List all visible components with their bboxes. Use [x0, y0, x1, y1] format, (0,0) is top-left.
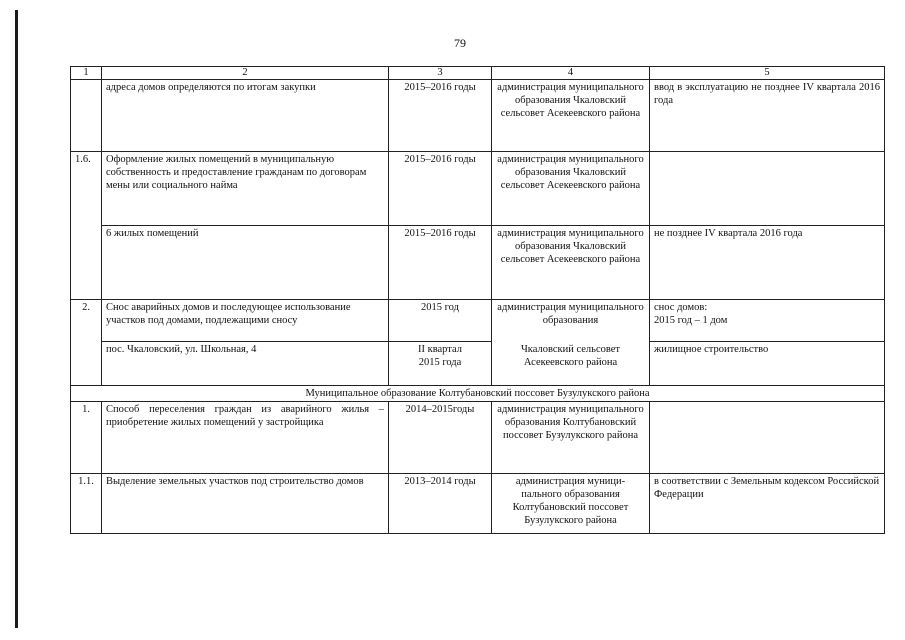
row-number [71, 226, 102, 300]
row-description: Выделение земельных участков под строительство домов [102, 474, 389, 534]
row-number: 1.6. [71, 152, 102, 226]
table-row [71, 152, 885, 226]
row-result: жилищное строительство [650, 342, 885, 386]
period-line: II квартал [417, 344, 463, 355]
result-line: 2015 год – 1 дом [654, 315, 728, 326]
row-period: 2015–2016 годы [389, 152, 492, 226]
row-period [389, 342, 492, 386]
header-cell: 5 [650, 67, 885, 80]
header-cell: 4 [492, 67, 650, 80]
period-line: 2015 года [418, 357, 462, 368]
section-row [71, 386, 885, 402]
plan-table [70, 66, 885, 534]
row-responsible: администрация муниципального образования [492, 300, 650, 342]
row-responsible: администрация муниципального образования Чкаловский сельсовет Асекеевского района [492, 80, 650, 152]
row-result: ввод в эксплуатацию не позднее IV квартала 2016 года [650, 80, 885, 152]
row-number: 1.1. [71, 474, 102, 534]
table-row [71, 226, 885, 300]
row-result [650, 402, 885, 474]
row-description: адреса домов определяются по итогам закупки [102, 80, 389, 152]
table-row [71, 402, 885, 474]
table-row [71, 300, 885, 342]
section-title: Муниципальное образование Колтубановский поссовет Бузулукского района [71, 386, 885, 402]
row-result: в соответствии с Земельным кодексом Российской Федерации [650, 474, 885, 534]
row-period: 2014–2015годы [389, 402, 492, 474]
header-cell: 2 [102, 67, 389, 80]
row-period: 2015–2016 годы [389, 226, 492, 300]
row-description: 6 жилых помещений [102, 226, 389, 300]
result-line: снос домов: [654, 302, 708, 313]
table-row [71, 80, 885, 152]
row-result: не позднее IV квартала 2016 года [650, 226, 885, 300]
row-responsible: Чкаловский сельсовет Асекеевского района [492, 342, 650, 386]
table-header-row [71, 67, 885, 80]
row-description: пос. Чкаловский, ул. Школьная, 4 [102, 342, 389, 386]
row-result [650, 300, 885, 342]
row-description: Снос аварийных домов и последующее использование участков под домами, подлежащими сносу [102, 300, 389, 342]
row-responsible: администрация муници-пального образования Колтубановский поссовет Бузулукского района [492, 474, 650, 534]
row-responsible: администрация муниципального образования Колтубановский поссовет Бузулукского района [492, 402, 650, 474]
table-row [71, 474, 885, 534]
row-description: Оформление жилых помещений в муниципальную собственность и предоставление гражданам по договорам мены или социального найма [102, 152, 389, 226]
row-number [71, 342, 102, 386]
row-number: 2. [71, 300, 102, 342]
binding-margin-line [15, 10, 18, 628]
row-result [650, 152, 885, 226]
row-number [71, 80, 102, 152]
row-period: 2015–2016 годы [389, 80, 492, 152]
header-cell: 3 [389, 67, 492, 80]
header-cell: 1 [71, 67, 102, 80]
table-row [71, 342, 885, 386]
row-responsible: администрация муниципального образования Чкаловский сельсовет Асекеевского района [492, 226, 650, 300]
row-number: 1. [71, 402, 102, 474]
page-number: 79 [454, 36, 466, 50]
row-description: Способ переселения граждан из аварийного жилья – приобретение жилых помещений у застройщика [102, 402, 389, 474]
row-period: 2013–2014 годы [389, 474, 492, 534]
row-responsible: администрация муниципального образования Чкаловский сельсовет Асекеевского района [492, 152, 650, 226]
row-period: 2015 год [389, 300, 492, 342]
